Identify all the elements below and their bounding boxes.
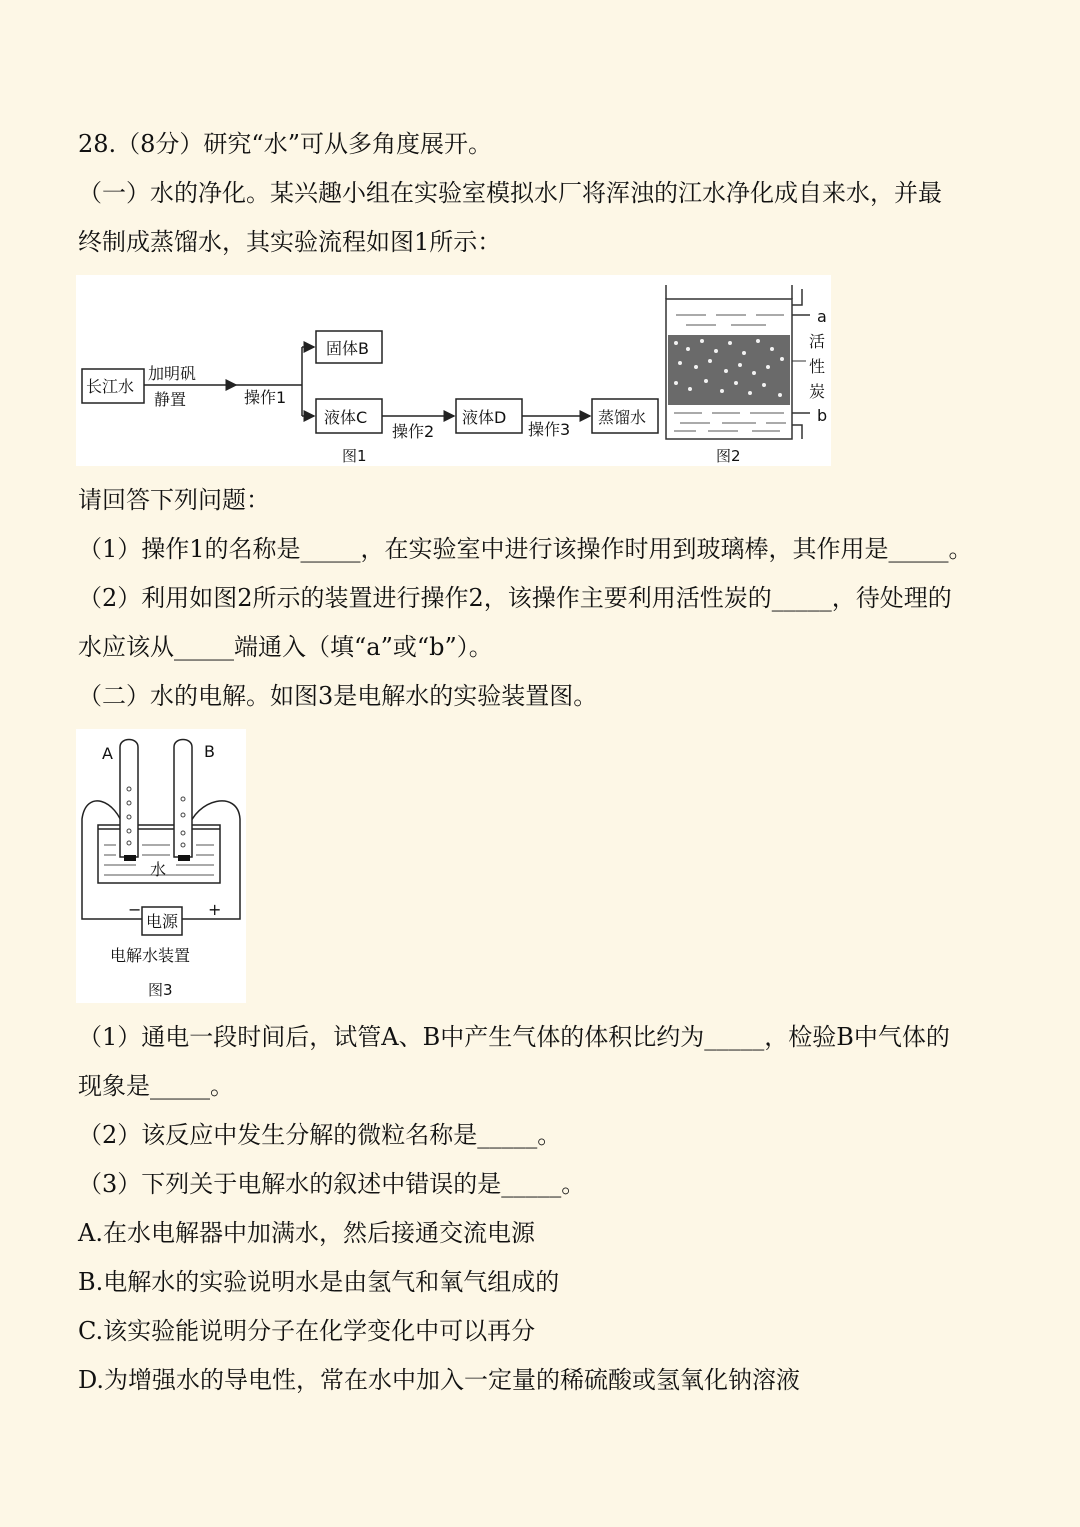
option-b: B.电解水的实验说明水是由氢气和氧气组成的 bbox=[78, 1268, 560, 1296]
box-liquid-d-label: 液体D bbox=[462, 408, 507, 427]
box-distilled-label: 蒸馏水 bbox=[598, 408, 647, 427]
figure-3 bbox=[76, 729, 246, 1003]
option-d: D.为增强水的导电性，常在水中加入一定量的稀硫酸或氢氧化钠溶液 bbox=[78, 1366, 801, 1394]
part1-intro-line1: （一）水的净化。某兴趣小组在实验室模拟水厂将浑浊的江水净化成自来水，并最 bbox=[78, 179, 942, 207]
q2-3: （3）下列关于电解水的叙述中错误的是_____。 bbox=[78, 1170, 586, 1198]
figure3-water: 水 bbox=[150, 860, 167, 879]
figure2-carbon-1: 活 bbox=[809, 332, 826, 351]
carbon-filter bbox=[666, 285, 810, 439]
figure2-label-b: b bbox=[817, 406, 828, 425]
option-a: A.在水电解器中加满水，然后接通交流电源 bbox=[78, 1219, 535, 1247]
figure2-caption: 图2 bbox=[716, 447, 741, 465]
arrow1-bottom-label: 静置 bbox=[154, 390, 187, 409]
figure3-power: 电源 bbox=[146, 912, 179, 931]
part1-intro-line2: 终制成蒸馏水，其实验流程如图1所示： bbox=[78, 228, 502, 256]
q1-2-line1: （2）利用如图2所示的装置进行操作2，该操作主要利用活性炭的_____，待处理的 bbox=[78, 584, 952, 612]
option-c: C.该实验能说明分子在化学变化中可以再分 bbox=[78, 1317, 536, 1345]
op2-label: 操作2 bbox=[392, 422, 435, 441]
part2-intro: （二）水的电解。如图3是电解水的实验装置图。 bbox=[78, 682, 598, 710]
figure3-label-b: B bbox=[204, 742, 215, 761]
q1-1: （1）操作1的名称是_____，在实验室中进行该操作时用到玻璃棒，其作用是_____。 bbox=[78, 535, 973, 563]
figure3-label-a: A bbox=[102, 744, 113, 763]
q2-1-line1: （1）通电一段时间后，试管A、B中产生气体的体积比约为_____，检验B中气体的 bbox=[78, 1023, 950, 1051]
box-liquid-c-label: 液体C bbox=[324, 408, 368, 427]
answer-prompt: 请回答下列问题： bbox=[78, 486, 270, 514]
question-title: 28.（8分）研究“水”可从多角度展开。 bbox=[78, 130, 492, 158]
q2-2: （2）该反应中发生分解的微粒名称是_____。 bbox=[78, 1121, 562, 1149]
q1-2-line2: 水应该从_____端通入（填“a”或“b”）。 bbox=[78, 633, 493, 661]
op3-label: 操作3 bbox=[528, 420, 571, 439]
figure2-carbon-2: 性 bbox=[809, 357, 826, 376]
figure2-carbon-3: 炭 bbox=[809, 382, 826, 401]
box-solid-label: 固体B bbox=[326, 339, 369, 358]
figure3-plus: + bbox=[208, 900, 222, 919]
figure3-minus: − bbox=[128, 900, 142, 919]
figure2-label-a: a bbox=[817, 307, 827, 326]
figure3-caption: 图3 bbox=[148, 981, 173, 999]
arrow1-top-label: 加明矾 bbox=[148, 364, 197, 383]
figure-1-2 bbox=[76, 275, 831, 466]
q2-1-line2: 现象是_____。 bbox=[78, 1072, 234, 1100]
figure1-caption: 图1 bbox=[342, 447, 367, 465]
box-source-label: 长江水 bbox=[86, 377, 135, 396]
figure3-device: 电解水装置 bbox=[110, 946, 191, 965]
op1-label: 操作1 bbox=[244, 388, 287, 407]
